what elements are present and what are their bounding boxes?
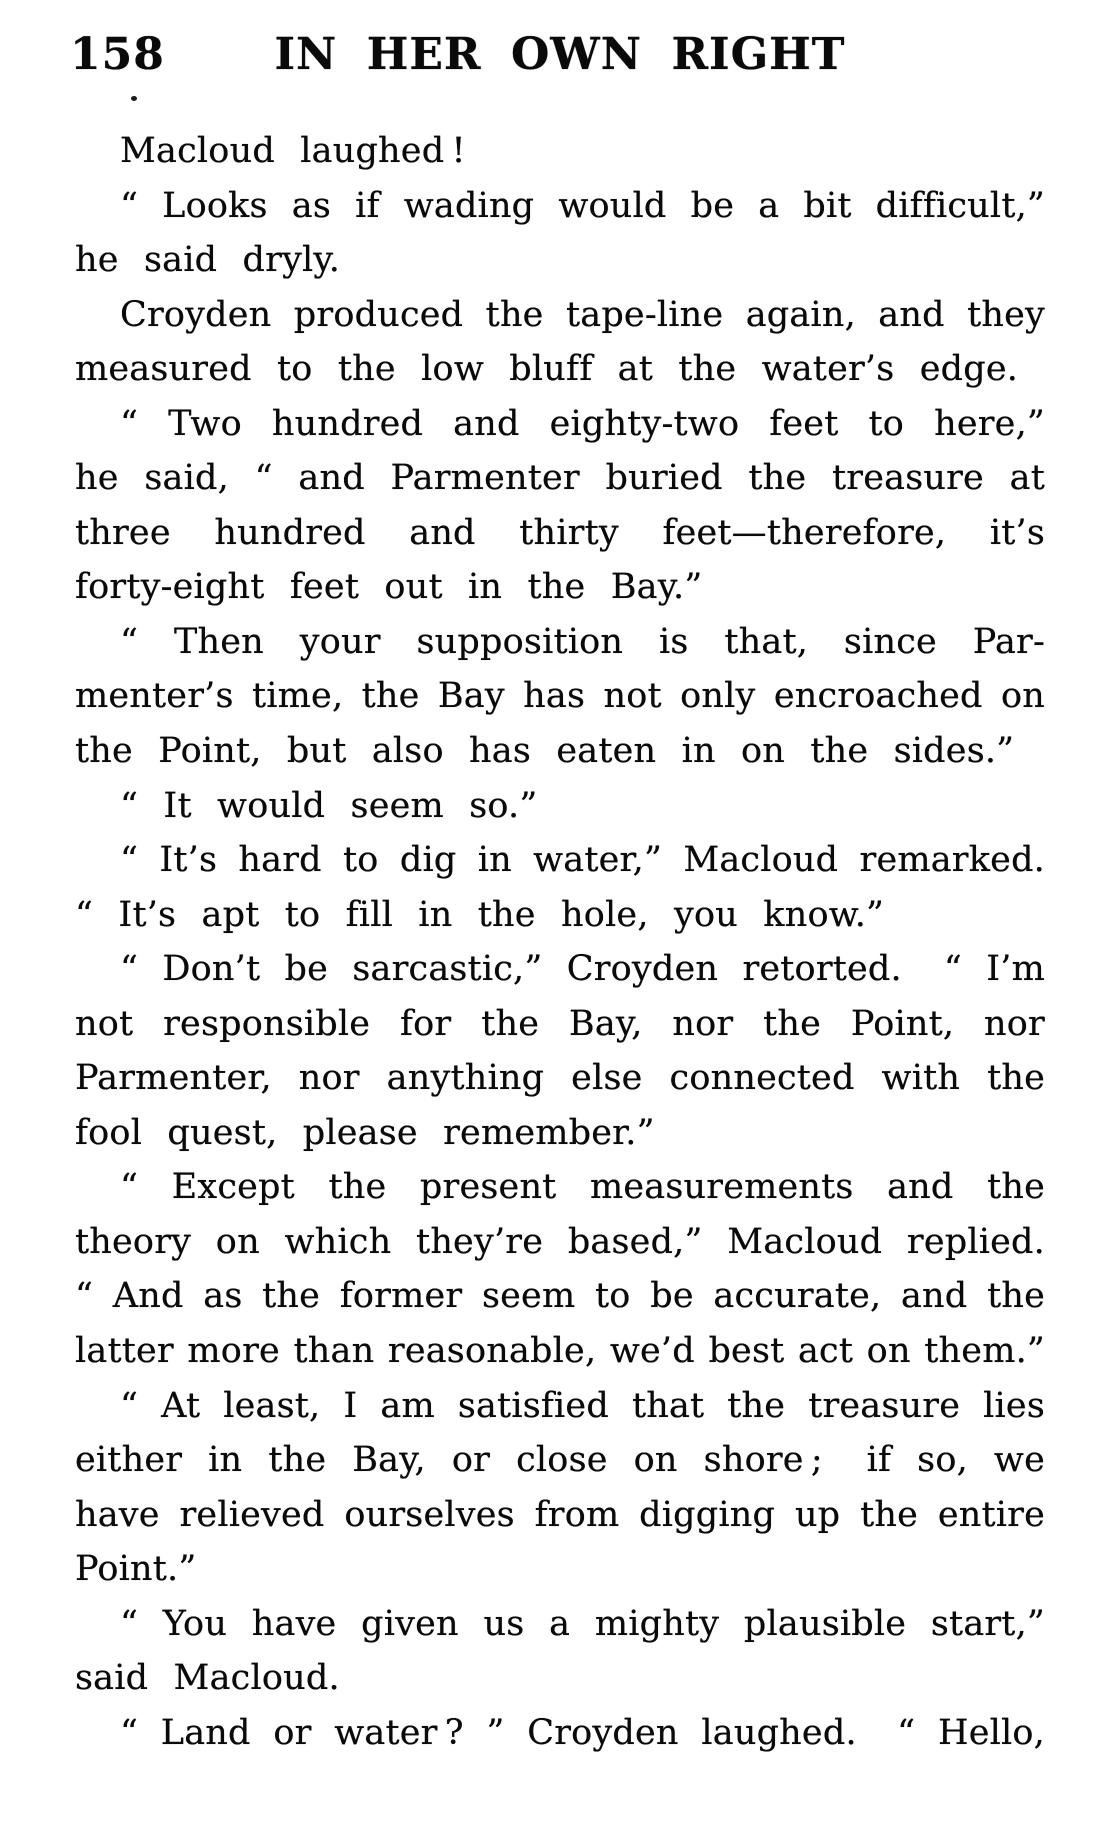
- text-line: three hundred and thirty feet—therefore, it’s: [75, 512, 1045, 553]
- text-line: he said dryly.: [75, 240, 341, 281]
- text-line: not responsible for the Bay, nor the Point, nor: [75, 1003, 1045, 1044]
- ink-speck: [131, 96, 137, 101]
- text-line: “ Looks as if wading would be a bit difficult,”: [120, 185, 1045, 226]
- text-line: “ At least, I am satisfied that the treasure lies: [120, 1385, 1045, 1426]
- text-line: said Macloud.: [75, 1658, 340, 1699]
- text-line: “ You have given us a mighty plausible start,”: [120, 1603, 1045, 1644]
- text-line: either in the Bay, or close on shore ; if so, we: [75, 1440, 1045, 1481]
- text-line: measured to the low bluff at the water’s edge.: [75, 349, 1019, 390]
- text-line: Croyden produced the tape-line again, and they: [120, 294, 1045, 335]
- text-line: latter more than reasonable, we’d best act on them.”: [75, 1331, 1045, 1372]
- text-line: “ And as the former seem to be accurate, and the: [75, 1276, 1045, 1317]
- text-line: have relieved ourselves from digging up the entire: [75, 1494, 1045, 1535]
- text-block: [75, 124, 1045, 1760]
- text-line: “ Two hundred and eighty-two feet to here,”: [120, 403, 1045, 444]
- text-line: Parmenter, nor anything else connected with the: [75, 1058, 1045, 1099]
- text-line: “ It’s apt to fill in the hole, you know.”: [75, 894, 885, 935]
- text-line: “ It’s hard to dig in water,” Macloud remarked.: [120, 840, 1045, 881]
- text-line: forty-eight feet out in the Bay.”: [75, 567, 703, 608]
- page-number: 158: [70, 29, 165, 80]
- text-line: the Point, but also has eaten in on the sides.”: [75, 731, 1015, 772]
- text-line: “ Then your supposition is that, since Par-: [120, 621, 1045, 662]
- text-line: “ It would seem so.”: [120, 785, 538, 826]
- text-line: Macloud laughed !: [120, 131, 466, 171]
- text-line: theory on which they’re based,” Macloud replied.: [75, 1221, 1045, 1262]
- text-line: Point.”: [75, 1549, 197, 1590]
- text-line: fool quest, please remember.”: [75, 1112, 655, 1153]
- text-line: “ Except the present measurements and the: [120, 1167, 1045, 1208]
- text-line: “ Don’t be sarcastic,” Croyden retorted. “ I’m: [120, 949, 1045, 990]
- running-title: IN HER OWN RIGHT: [274, 29, 846, 80]
- text-line: “ Land or water ? ” Croyden laughed. “ Hello,: [120, 1712, 1045, 1753]
- text-line: he said, “ and Parmenter buried the treasure at: [75, 458, 1045, 499]
- text-line: menter’s time, the Bay has not only encroached on: [75, 676, 1045, 717]
